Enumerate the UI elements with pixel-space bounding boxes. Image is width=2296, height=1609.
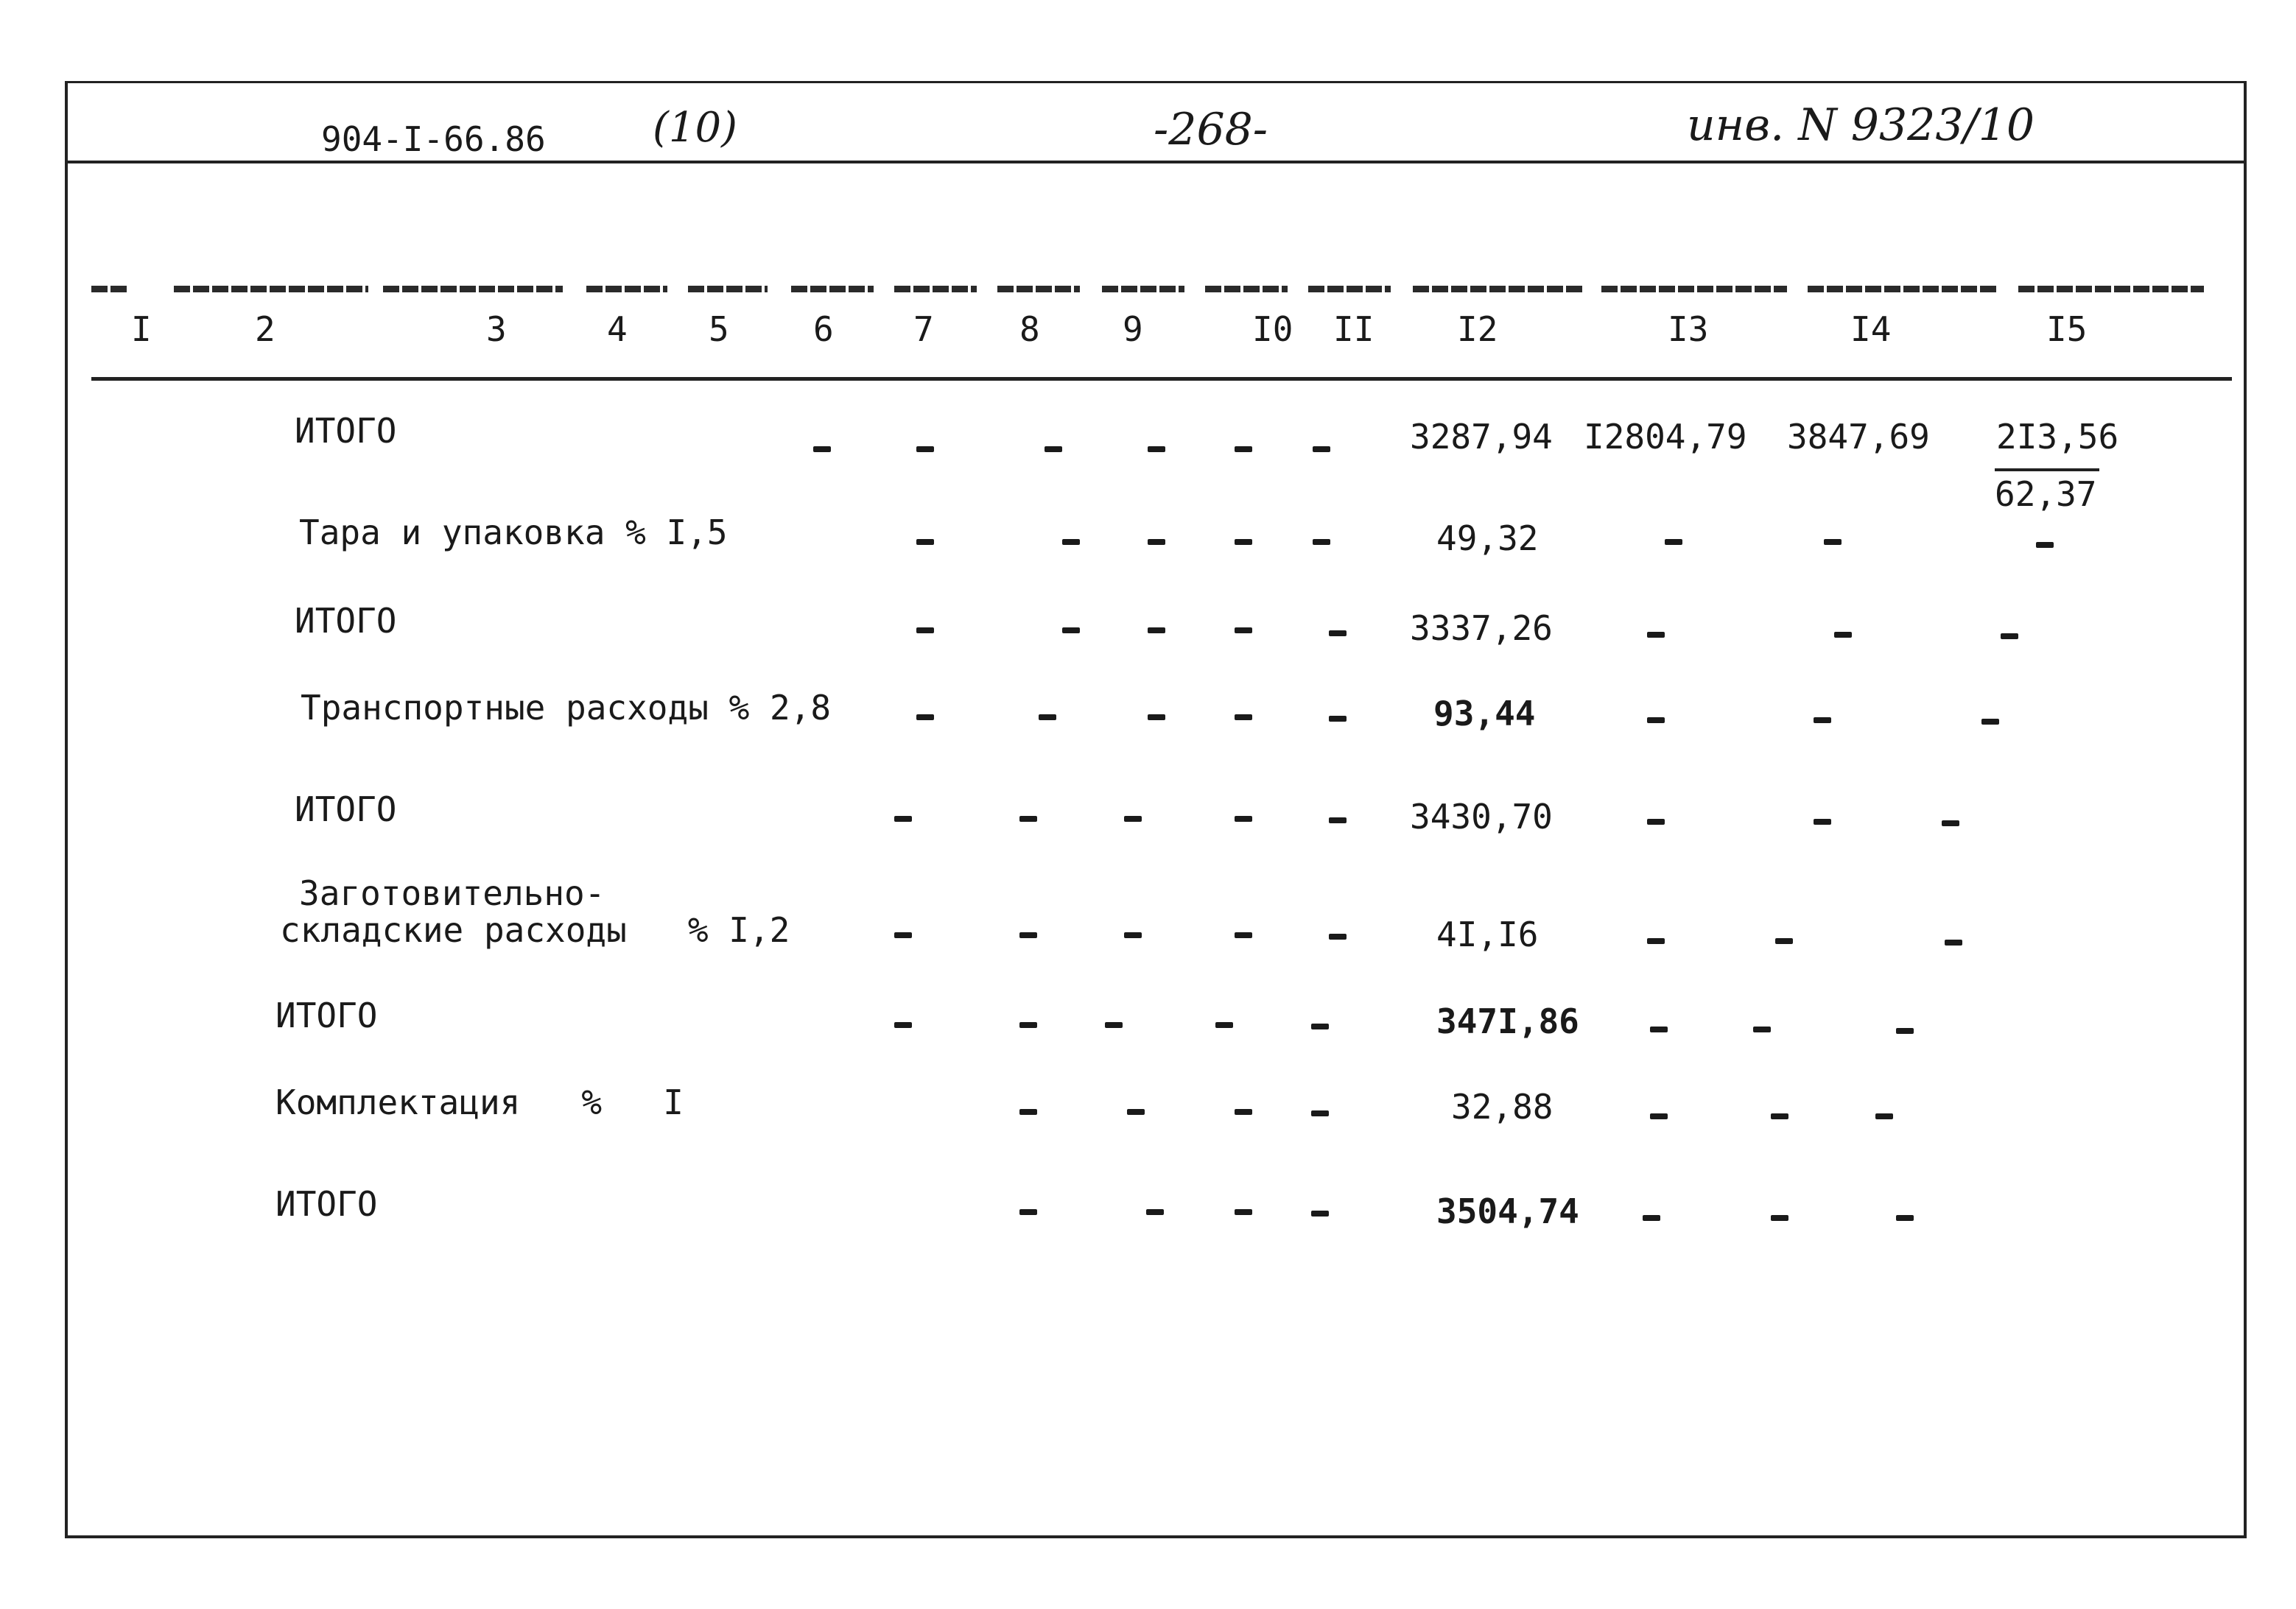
empty-cell-dash: [1329, 934, 1347, 940]
empty-cell-dash: [1753, 1027, 1771, 1032]
empty-cell-dash: [1235, 932, 1252, 938]
col-header: I4: [1850, 309, 1892, 349]
row-label: Комплектация % I: [275, 1082, 684, 1122]
cell-col12: 3337,26: [1410, 608, 1553, 648]
cell-col15-lower: 62,37: [1995, 474, 2097, 514]
empty-cell-dash: [894, 932, 912, 938]
empty-cell-dash: [1313, 539, 1330, 545]
empty-cell-dash: [1062, 539, 1080, 545]
empty-cell-dash: [1945, 940, 1962, 946]
col-header: 6: [813, 309, 834, 349]
cell-col12: 347I,86: [1436, 1001, 1579, 1041]
col-header: I: [131, 309, 152, 349]
col-header: I5: [2046, 309, 2088, 349]
col-header-rule: [174, 286, 368, 292]
empty-cell-dash: [1045, 446, 1062, 452]
empty-cell-dash: [813, 446, 831, 452]
empty-cell-dash: [916, 539, 934, 545]
empty-cell-dash: [894, 1022, 912, 1028]
col-header: 2: [255, 309, 275, 349]
empty-cell-dash: [1148, 714, 1165, 720]
empty-cell-dash: [916, 627, 934, 633]
empty-cell-dash: [1105, 1022, 1123, 1028]
empty-cell-dash: [1127, 1109, 1145, 1115]
empty-cell-dash: [2036, 542, 2054, 548]
empty-cell-dash: [1981, 719, 1999, 725]
col-header: 3: [486, 309, 507, 349]
empty-cell-dash: [1148, 627, 1165, 633]
empty-cell-dash: [1124, 932, 1142, 938]
empty-cell-dash: [1647, 632, 1665, 638]
cell-col13: I2804,79: [1584, 417, 1747, 457]
cell-col14: 3847,69: [1787, 417, 1930, 457]
empty-cell-dash: [1771, 1215, 1788, 1221]
col-header-bottom-rule: [91, 377, 2232, 381]
empty-cell-dash: [894, 816, 912, 822]
empty-cell-dash: [1329, 716, 1347, 722]
empty-cell-dash: [1019, 816, 1037, 822]
empty-cell-dash: [1062, 627, 1080, 633]
col-header: 8: [1019, 309, 1040, 349]
col-header-rule: [1413, 286, 1584, 292]
empty-cell-dash: [1896, 1028, 1914, 1034]
empty-cell-dash: [1665, 539, 1682, 545]
cell-col12: 93,44: [1433, 694, 1536, 733]
empty-cell-dash: [1942, 820, 1959, 826]
empty-cell-dash: [1329, 630, 1347, 636]
cell-col12: 3287,94: [1410, 417, 1553, 457]
col-header-rule: [791, 286, 874, 292]
empty-cell-dash: [1311, 1110, 1329, 1116]
empty-cell-dash: [1148, 539, 1165, 545]
empty-cell-dash: [916, 714, 934, 720]
row-label: Тара и упаковка % I,5: [299, 513, 728, 552]
col-header-rule: [91, 286, 130, 292]
empty-cell-dash: [1643, 1215, 1660, 1221]
empty-cell-dash: [1019, 1209, 1037, 1215]
col-header: II: [1333, 309, 1375, 349]
empty-cell-dash: [1124, 816, 1142, 822]
empty-cell-dash: [1235, 1109, 1252, 1115]
cell-col12: 3504,74: [1436, 1191, 1579, 1231]
empty-cell-dash: [1235, 714, 1252, 720]
empty-cell-dash: [1311, 1211, 1329, 1217]
cell-col15: 2I3,56: [1996, 417, 2119, 457]
row-label: ИТОГО: [275, 1184, 378, 1224]
sheet-note: (10): [653, 104, 737, 152]
empty-cell-dash: [1650, 1027, 1668, 1032]
col-header: I0: [1252, 309, 1293, 349]
empty-cell-dash: [916, 446, 934, 452]
empty-cell-dash: [1235, 816, 1252, 822]
row-label: Транспортные расходы % 2,8: [301, 688, 832, 728]
row-label: складские расходы % I,2: [280, 910, 790, 950]
empty-cell-dash: [1235, 1209, 1252, 1215]
row-label: ИТОГО: [295, 789, 397, 829]
empty-cell-dash: [1814, 717, 1831, 723]
page-number: -268-: [1154, 104, 1268, 155]
header-rule: [65, 161, 2244, 163]
col-header: 4: [607, 309, 628, 349]
empty-cell-dash: [1313, 446, 1330, 452]
empty-cell-dash: [1146, 1209, 1164, 1215]
cell-col12: 4I,I6: [1436, 915, 1539, 954]
empty-cell-dash: [1235, 627, 1252, 633]
row-label: Заготовительно-: [299, 873, 605, 913]
empty-cell-dash: [1647, 819, 1665, 825]
col-header: 7: [913, 309, 934, 349]
inventory-number: инв. N 9323/10: [1687, 99, 2035, 151]
col-header: I2: [1457, 309, 1498, 349]
empty-cell-dash: [1329, 817, 1347, 823]
empty-cell-dash: [1019, 932, 1037, 938]
row-label: ИТОГО: [295, 411, 397, 451]
empty-cell-dash: [1775, 938, 1793, 944]
col-header-rule: [1205, 286, 1288, 292]
fraction-bar: [1995, 468, 2099, 471]
empty-cell-dash: [1235, 539, 1252, 545]
col-header-rule: [586, 286, 667, 292]
empty-cell-dash: [1896, 1215, 1914, 1221]
empty-cell-dash: [1311, 1024, 1329, 1029]
col-header-rule: [383, 286, 563, 292]
empty-cell-dash: [1235, 446, 1252, 452]
col-header-rule: [997, 286, 1080, 292]
empty-cell-dash: [1647, 938, 1665, 944]
empty-cell-dash: [1215, 1022, 1233, 1028]
col-header-rule: [1601, 286, 1787, 292]
col-header-rule: [894, 286, 977, 292]
cell-col12: 3430,70: [1410, 797, 1553, 837]
empty-cell-dash: [1148, 446, 1165, 452]
empty-cell-dash: [1647, 717, 1665, 723]
col-header-rule: [1102, 286, 1184, 292]
empty-cell-dash: [1019, 1109, 1037, 1115]
empty-cell-dash: [2001, 633, 2018, 639]
empty-cell-dash: [1650, 1113, 1668, 1119]
empty-cell-dash: [1834, 632, 1852, 638]
col-header-rule: [1808, 286, 1999, 292]
col-header: 5: [709, 309, 729, 349]
empty-cell-dash: [1039, 714, 1056, 720]
col-header-rule: [2018, 286, 2204, 292]
cell-col12: 49,32: [1436, 518, 1539, 558]
doc-code: 904-I-66.86: [321, 119, 546, 159]
empty-cell-dash: [1771, 1113, 1788, 1119]
col-header: I3: [1668, 309, 1709, 349]
empty-cell-dash: [1824, 539, 1842, 545]
col-header: 9: [1123, 309, 1143, 349]
row-label: ИТОГО: [295, 601, 397, 641]
empty-cell-dash: [1875, 1113, 1893, 1119]
cell-col12: 32,88: [1451, 1087, 1554, 1127]
empty-cell-dash: [1814, 819, 1831, 825]
row-label: ИТОГО: [275, 996, 378, 1035]
col-header-rule: [1308, 286, 1391, 292]
col-header-rule: [688, 286, 768, 292]
empty-cell-dash: [1019, 1022, 1037, 1028]
